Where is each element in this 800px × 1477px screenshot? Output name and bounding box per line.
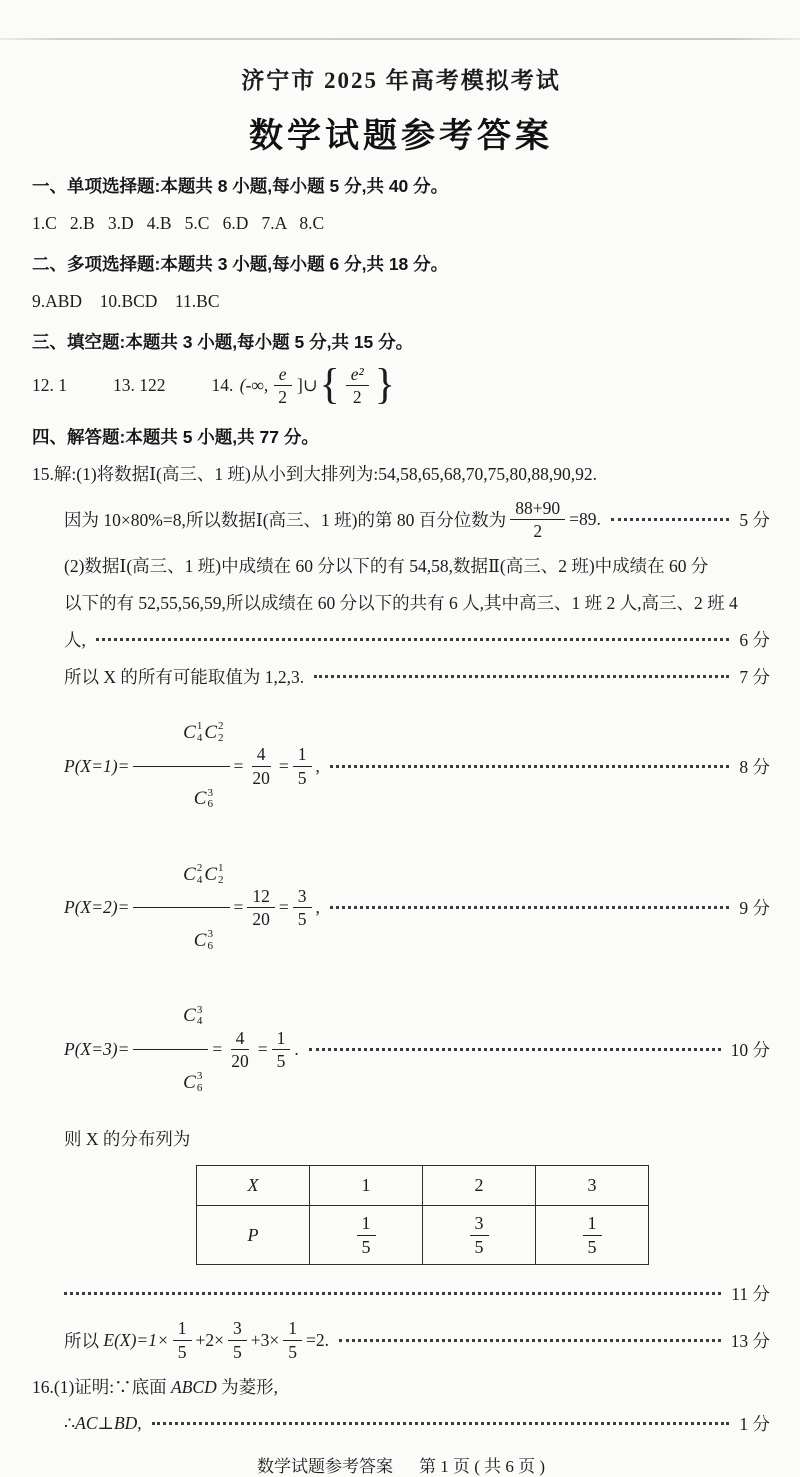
- expectation-pre: 所以: [64, 1330, 104, 1351]
- table-cell-x2: 2: [423, 1166, 536, 1206]
- q15-distribution-intro: 则 X 的分布列为: [64, 1129, 191, 1150]
- q16-line1: 16.(1)证明:∵底面 ABCD 为菱形,: [32, 1376, 278, 1397]
- formula-lead-px3: P(X=3)=: [64, 1038, 130, 1059]
- dotted-leader: [611, 518, 729, 521]
- answer-14-open-interval: (-∞,: [239, 375, 269, 396]
- q15-line6-text: 所以 X 的所有可能取值为 1,2,3.: [64, 667, 305, 688]
- q15-prob-x2: [64, 843, 770, 973]
- equals-sign: =: [233, 897, 244, 918]
- exam-answer-page: [0, 38, 800, 1476]
- footer-title: 数学试题参考答案: [256, 1456, 393, 1476]
- table-cell-x3: 3: [536, 1166, 649, 1206]
- right-brace: }: [374, 361, 395, 409]
- q15-line8: [64, 1281, 770, 1306]
- section1-answers: 1.C 2.B 3.D 4.B 5.C 6.D 7.A 8.C: [32, 213, 325, 233]
- table-cell-p2: $\frac{3}{5}$: [423, 1206, 536, 1265]
- table-cell-x-label: X: [197, 1166, 310, 1206]
- fraction-1-5: $\frac{1}{5}$: [173, 1318, 192, 1361]
- q16-line2-math: AC⊥BD: [75, 1412, 138, 1433]
- fraction-combinations-x1: [133, 701, 229, 831]
- answer-13: 13. 122: [113, 375, 166, 396]
- q15-line2: [64, 498, 770, 541]
- dotted-leader: [339, 1339, 721, 1342]
- fraction-88plus90-over-2: $\frac{88+90}{2}$: [510, 498, 565, 541]
- comb-c4-1: C 1 4: [183, 720, 203, 744]
- dotted-leader: [314, 675, 729, 678]
- comb-c2-1: C 1 2: [204, 862, 224, 886]
- section2-heading: 二、多项选择题:本题共 3 小题,每小题 6 分,共 18 分。: [32, 254, 449, 275]
- distribution-table: [196, 1165, 649, 1265]
- q15-expectation-line: [64, 1318, 770, 1361]
- dotted-leader: [96, 638, 730, 641]
- expectation-formula-start: E(X)=1×: [103, 1329, 169, 1350]
- fraction-12-20: $\frac{12}{20}$: [247, 886, 275, 929]
- score-1: 1 分: [739, 1413, 770, 1434]
- expectation-term3: +3×: [250, 1329, 280, 1350]
- table-cell-p1: $\frac{1}{5}$: [310, 1206, 423, 1265]
- formula-tail: ,: [315, 897, 320, 918]
- fraction-4-20: $\frac{4}{20}$: [252, 744, 270, 788]
- score-8: 8 分: [739, 756, 770, 777]
- page-footer: [32, 1452, 770, 1477]
- q16-line2-comma: ,: [137, 1412, 142, 1433]
- fraction-1-5: $\frac{1}{5}$: [293, 744, 312, 787]
- section3-answers: [32, 361, 770, 409]
- comb-c2-2: C 2 2: [204, 720, 224, 744]
- equals-sign: =: [212, 1038, 223, 1059]
- fraction-combinations-x2: [133, 843, 229, 973]
- dotted-leader: [64, 1292, 721, 1295]
- footer-page-number: 第 1 页 ( 共 6 页 ): [418, 1456, 546, 1476]
- comb-c6-3: C 3 6: [193, 928, 213, 952]
- answer-14: [211, 361, 396, 409]
- fraction-1-5: $\frac{1}{5}$: [283, 1318, 302, 1361]
- comb-c4-2: C 2 4: [183, 862, 203, 886]
- table-cell-p-label: P: [197, 1206, 310, 1265]
- score-6: 6 分: [739, 630, 770, 651]
- equals-sign: =: [278, 755, 289, 776]
- q15-line3: (2)数据Ⅰ(高三、1 班)中成绩在 60 分以下的有 54,58,数据Ⅱ(高三、2 班)中成绩在 60 分: [64, 555, 709, 576]
- fraction-1-5: $\frac{1}{5}$: [272, 1028, 291, 1071]
- q15-line5: [64, 627, 770, 652]
- section3-heading: 三、填空题:本题共 3 小题,每小题 5 分,共 15 分。: [32, 332, 414, 353]
- comb-c6-3: C 3 6: [183, 1070, 203, 1094]
- comb-c6-3: C 3 6: [193, 786, 213, 811]
- table-row-p: [197, 1206, 649, 1265]
- comb-c4-3: C 3 4: [183, 1003, 203, 1028]
- fraction-e-over-2: $\frac{e}{2}$: [273, 364, 292, 407]
- section2-answers: 9.ABD 10.BCD 11.BC: [32, 291, 220, 312]
- distribution-table-wrap: [196, 1165, 770, 1265]
- q15-line2-result: =89.: [569, 508, 601, 529]
- fraction-3-5: $\frac{3}{5}$: [293, 886, 312, 929]
- q16-line1-math: ABCD: [171, 1376, 217, 1397]
- dotted-leader: [330, 765, 729, 768]
- q15-prob-x3: [64, 985, 770, 1115]
- score-10: 10 分: [730, 1039, 770, 1060]
- dotted-leader: [152, 1422, 730, 1425]
- fraction-combinations-x3: [133, 985, 208, 1115]
- top-rule: [0, 38, 800, 40]
- dotted-leader: [309, 1048, 721, 1051]
- answer-14-union: ]∪: [297, 375, 318, 396]
- section4-heading: 四、解答题:本题共 5 小题,共 77 分。: [32, 426, 319, 447]
- expectation-result: =2.: [306, 1329, 330, 1350]
- dotted-leader: [330, 906, 729, 909]
- section1-heading: 一、单项选择题:本题共 8 小题,每小题 5 分,共 40 分。: [32, 176, 449, 196]
- left-brace: {: [319, 361, 340, 409]
- answer-12: 12. 1: [32, 375, 67, 396]
- table-row-x: [197, 1166, 649, 1206]
- table-cell-x1: 1: [310, 1166, 423, 1206]
- formula-lead-px1: P(X=1)=: [64, 755, 130, 776]
- q15-line6: [64, 664, 770, 689]
- score-5: 5 分: [739, 509, 770, 530]
- score-13: 13 分: [730, 1330, 770, 1351]
- formula-tail: .: [294, 1038, 299, 1059]
- q16-line2: [64, 1411, 770, 1436]
- answer-14-label: 14.: [211, 375, 234, 396]
- page-title: 数学试题参考答案: [249, 117, 553, 155]
- fraction-3-5: $\frac{3}{5}$: [228, 1318, 247, 1361]
- therefore-symbol: ∴: [64, 1412, 76, 1433]
- expectation-term2: +2×: [195, 1329, 225, 1350]
- score-9: 9 分: [739, 898, 770, 919]
- score-11: 11 分: [731, 1284, 770, 1305]
- equals-sign: =: [233, 755, 244, 776]
- exam-title: 济宁市 2025 年高考模拟考试: [241, 68, 561, 93]
- q15-line2-text: 因为 10×80%=8,所以数据Ⅰ(高三、1 班)的第 80 百分位数为: [64, 509, 507, 530]
- table-cell-p3: $\frac{1}{5}$: [536, 1206, 649, 1265]
- fraction-4-20: $\frac{4}{20}$: [231, 1027, 249, 1071]
- equals-sign: =: [278, 897, 289, 918]
- q15-line5-text: 人,: [64, 630, 86, 651]
- score-7: 7 分: [739, 667, 770, 688]
- page-content: [0, 62, 800, 1477]
- formula-lead-px2: P(X=2)=: [64, 897, 130, 918]
- fraction-e2-over-2: $\frac{\text{e²}}{2}$: [346, 364, 369, 407]
- equals-sign: =: [257, 1038, 268, 1059]
- formula-tail: ,: [315, 755, 320, 776]
- q15-line1: 15.解:(1)将数据Ⅰ(高三、1 班)从小到大排列为:54,58,65,68,70,75,80,88,90,92.: [32, 463, 597, 484]
- q15-prob-x1: [64, 701, 770, 831]
- q15-line4: 以下的有 52,55,56,59,所以成绩在 60 分以下的共有 6 人,其中高三、1 班 2 人,高三、2 班 4: [64, 593, 738, 614]
